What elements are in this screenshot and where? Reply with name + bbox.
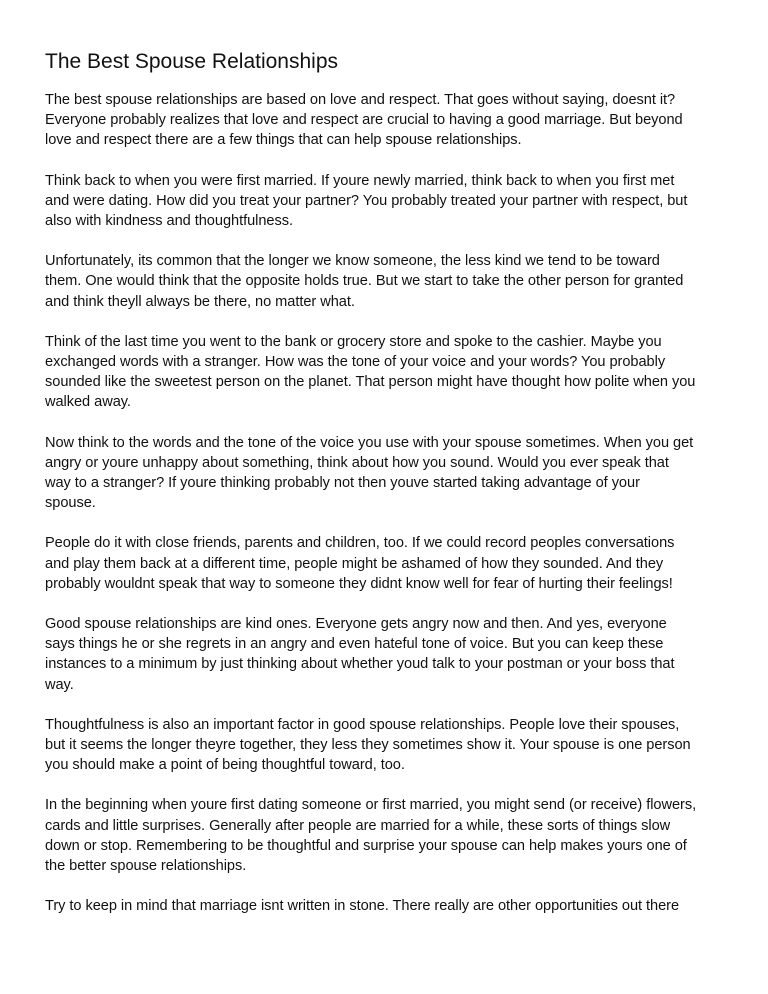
paragraph-line: probably wouldnt speak that way to someone they didnt know well for fear of hurting their feelings!	[45, 575, 673, 592]
paragraph	[45, 90, 735, 151]
paragraph-line: walked away.	[45, 394, 131, 411]
paragraph-line: cards and little surprises. Generally after people are married for a while, these sorts of things slow	[45, 817, 671, 834]
paragraph-line: the better spouse relationships.	[45, 858, 247, 875]
paragraph-line: angry or youre unhappy about something, think about how you sound. Would you ever speak that	[45, 454, 669, 471]
paragraph	[45, 332, 735, 413]
document-page	[45, 48, 735, 937]
paragraph-line: sounded like the sweetest person on the planet. That person might have thought how polite when you	[45, 374, 696, 391]
paragraph	[45, 614, 735, 695]
paragraph-line: Think back to when you were first married. If youre newly married, think back to when you first met	[45, 172, 675, 189]
paragraph-line: instances to a minimum by just thinking about whether youd talk to your postman or your boss that	[45, 656, 675, 673]
paragraph-line: Everyone probably realizes that love and respect are crucial to having a good marriage. But beyond	[45, 112, 683, 129]
paragraph-line: says things he or she regrets in an angry and even hateful tone of voice. But you can keep these	[45, 636, 664, 653]
paragraph	[45, 896, 735, 916]
paragraph-line: spouse.	[45, 495, 96, 512]
paragraph-line: Thoughtfulness is also an important factor in good spouse relationships. People love their spouses,	[45, 716, 680, 733]
paragraph	[45, 715, 735, 776]
paragraph-line: also with kindness and thoughtfulness.	[45, 213, 293, 230]
paragraph-line: love and respect there are a few things that can help spouse relationships.	[45, 132, 522, 149]
paragraph-line: and play them back at a different time, people might be ashamed of how they sounded. And they	[45, 555, 664, 572]
paragraph-line: exchanged words with a stranger. How was the tone of your voice and your words? You probably	[45, 354, 666, 371]
document-body	[45, 90, 735, 917]
paragraph	[45, 433, 735, 514]
paragraph-line: Now think to the words and the tone of the voice you use with your spouse sometimes. When you get	[45, 434, 694, 451]
paragraph	[45, 171, 735, 232]
paragraph-line: Try to keep in mind that marriage isnt written in stone. There really are other opportunities out there	[45, 898, 680, 915]
paragraph-line: you should make a point of being thoughtful toward, too.	[45, 757, 405, 774]
paragraph-line: Think of the last time you went to the bank or grocery store and spoke to the cashier. Maybe you	[45, 333, 662, 350]
paragraph-line: but it seems the longer theyre together, they less they sometimes show it. Your spouse is one person	[45, 737, 691, 754]
paragraph-line: them. One would think that the opposite holds true. But we start to take the other person for granted	[45, 273, 684, 290]
paragraph-line: down or stop. Remembering to be thoughtful and surprise your spouse can help makes yours one of	[45, 837, 687, 854]
paragraph-line: In the beginning when youre first dating someone or first married, you might send (or receive) flowers,	[45, 797, 697, 814]
paragraph-line: and were dating. How did you treat your partner? You probably treated your partner with respect, but	[45, 192, 688, 209]
paragraph-line: and think theyll always be there, no matter what.	[45, 293, 355, 310]
paragraph-line: way to a stranger? If youre thinking probably not then youve started taking advantage of your	[45, 475, 640, 492]
paragraph	[45, 251, 735, 312]
paragraph-line: way.	[45, 676, 74, 693]
paragraph-line: Good spouse relationships are kind ones. Everyone gets angry now and then. And yes, everyone	[45, 616, 667, 633]
paragraph-line: The best spouse relationships are based on love and respect. That goes without saying, doesnt it?	[45, 92, 676, 108]
document-title: The Best Spouse Relationships	[45, 50, 339, 73]
paragraph-line: Unfortunately, its common that the longer we know someone, the less kind we tend to be toward	[45, 253, 660, 270]
paragraph	[45, 795, 735, 876]
paragraph	[45, 533, 735, 594]
paragraph-line: People do it with close friends, parents and children, too. If we could record peoples conversations	[45, 535, 675, 552]
